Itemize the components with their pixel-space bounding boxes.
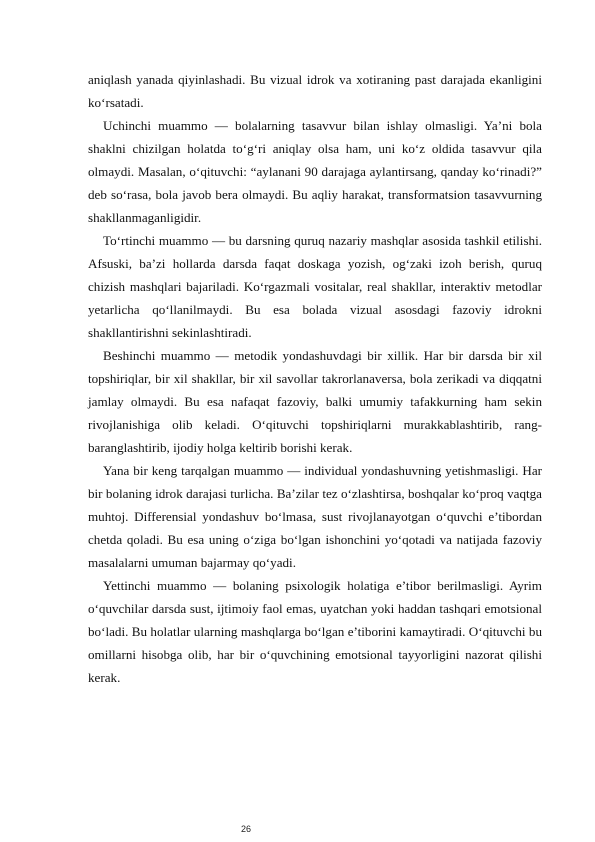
paragraph-fifth-problem: Beshinchi muammo — metodik yondashuvdagi bir xillik. Har bir darsda bir xil topshiriqlar, bir xil shakllar, bir xil savollar takrorlanaversa, bola zerikadi va diqqatni jamlay olmaydi. Bu esa nafaqat fazoviy, balki umumiy tafakkurning ham sekin rivojlanishiga olib keladi. O‘qituvchi topshiriqlarni murakkablashtirib, rang-baranglashtirib, ijodiy holga keltirib borishi kerak. [88,348,542,455]
paragraph-third-problem: Uchinchi muammo — bolalarning tasavvur bilan ishlay olmasligi. Ya’ni bola shaklni chizilgan holatda to‘g‘ri aniqlay olsa ham, uni ko‘z oldida tasavvur qila olmaydi. Masalan, o‘qituvchi: “aylanani 90 darajaga aylantirsang, qanday ko‘rinadi?” deb so‘rasa, bola javob bera olmaydi. Bu aqliy harakat, transformatsion tasavvurning shakllanmaganligidir. [88,118,542,225]
document-page [88,68,542,689]
page-number: 26 [241,824,252,834]
paragraph-seventh-problem: Yettinchi muammo — bolaning psixologik holatiga e’tibor berilmasligi. Ayrim o‘quvchilar darsda sust, ijtimoiy faol emas, uyatchan yoki haddan tashqari emotsional bo‘ladi. Bu holatlar ularning mashqlarga bo‘lgan e’tiborini kamaytiradi. O‘qituvchi bu omillarni hisobga olib, har bir o‘quvchining emotsional tayyorligini nazorat qilishi kerak. [88,578,542,685]
paragraph-continued: aniqlash yanada qiyinlashadi. Bu vizual idrok va xotiraning past darajada ekanligini ko‘rsatadi. [88,72,542,110]
paragraph-individual-approach: Yana bir keng tarqalgan muammo — individual yondashuvning yetishmasligi. Har bir bolaning idrok darajasi turlicha. Ba’zilar tez o‘zlashtirsa, boshqalar ko‘proq vaqtga muhtoj. Differensial yondashuv bo‘lmasa, sust rivojlanayotgan o‘quvchi e’tibordan chetda qoladi. Bu esa uning o‘ziga bo‘lgan ishonchini yo‘qotadi va natijada fazoviy masalalarni umuman bajarmay qo‘yadi. [88,463,542,570]
paragraph-fourth-problem: To‘rtinchi muammo — bu darsning quruq nazariy mashqlar asosida tashkil etilishi. Afsuski, ba’zi hollarda darsda faqat doskaga yozish, og‘zaki izoh berish, quruq chizish mashqlari bajariladi. Ko‘rgazmali vositalar, real shakllar, interaktiv metodlar yetarlicha qo‘llanilmaydi. Bu esa bolada vizual asosdagi fazoviy idrokni shakllantirishni sekinlashtiradi. [88,233,542,340]
